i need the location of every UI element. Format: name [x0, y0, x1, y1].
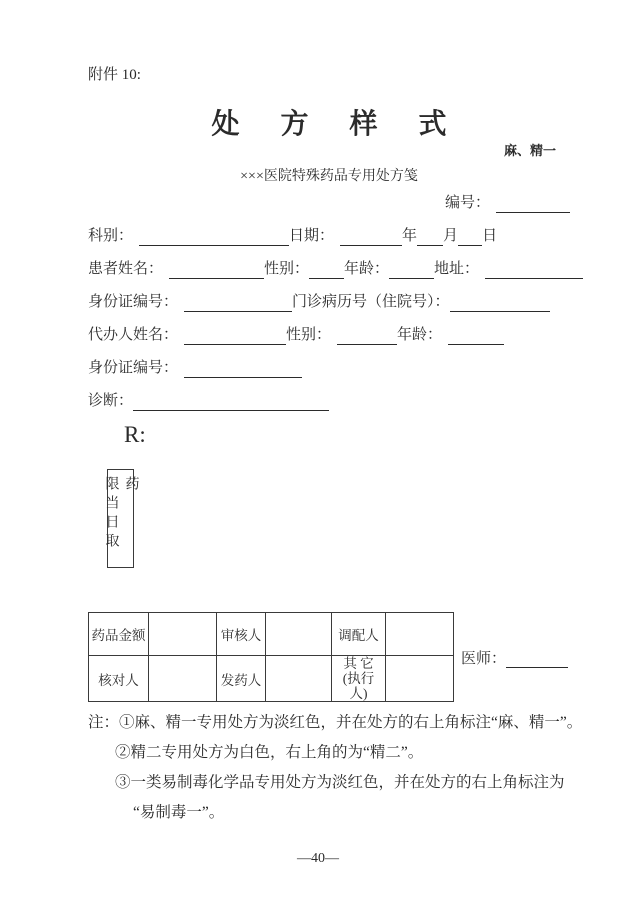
agent-gender-blank — [337, 329, 397, 345]
dispenser-value-cell — [386, 613, 454, 656]
note-line-1: 注：①麻、精一专用处方为淡红色，并在处方的右上角标注“麻、精一”。 — [88, 714, 583, 731]
patient-age-label: 年龄： — [344, 261, 390, 277]
department-date-line — [88, 227, 570, 246]
other-executor-label-cell — [332, 656, 386, 702]
issuer-label-cell: 发药人 — [217, 656, 266, 702]
checker-value-cell — [149, 656, 217, 702]
agent-id-label: 身份证编号： — [88, 360, 179, 376]
number-blank — [496, 197, 570, 213]
patient-age-blank — [389, 263, 434, 279]
number-line — [88, 194, 570, 213]
amount-label-cell: 药品金额 — [89, 613, 149, 656]
month-suffix: 月 — [443, 228, 459, 244]
address-label: 地址： — [434, 261, 480, 277]
agent-gender-label: 性别： — [286, 327, 332, 343]
reviewer-value-cell — [266, 613, 332, 656]
agent-name-blank — [184, 329, 286, 345]
date-label: 日期： — [289, 228, 335, 244]
outpatient-blank — [450, 296, 550, 312]
number-label: 编号： — [444, 195, 490, 211]
note-line-2: ②精二专用处方为白色，右上角的为“精二”。 — [115, 744, 424, 761]
notes-section — [88, 713, 583, 823]
patient-id-label: 身份证编号： — [88, 294, 179, 310]
patient-name-label: 患者姓名： — [88, 261, 164, 277]
page-title: 处 方 样 式 — [211, 109, 464, 140]
patient-info-line — [88, 260, 570, 279]
amount-value-cell — [149, 613, 217, 656]
same-day-dispense-box: 限当日取药 — [107, 469, 134, 568]
other-value-cell — [386, 656, 454, 702]
prescription-type-tag: 麻、精一 — [503, 143, 556, 158]
patient-id-blank — [184, 296, 292, 312]
agent-info-line — [88, 326, 570, 345]
physician-label: 医师： — [461, 650, 507, 667]
agent-id-line — [88, 359, 570, 378]
note-line-3: ③一类易制毒化学品专用处方为淡红色，并在处方的右上角标注为 — [115, 774, 565, 791]
department-blank — [139, 230, 289, 246]
physician-line — [461, 647, 568, 668]
table-row — [89, 656, 454, 702]
patient-name-blank — [169, 263, 264, 279]
checker-label-cell: 核对人 — [89, 656, 149, 702]
year-suffix: 年 — [402, 228, 418, 244]
executor-label: (执行人) — [342, 671, 375, 701]
date-day-blank — [458, 230, 482, 246]
note-line-4: “易制毒一”。 — [133, 804, 225, 821]
attachment-label: 附件 10: — [88, 67, 141, 83]
hospital-subtitle: ×××医院特殊药品专用处方笺 — [240, 169, 418, 184]
dispenser-label-cell: 调配人 — [332, 613, 386, 656]
diagnosis-line — [88, 392, 570, 411]
other-label: 其 它 — [343, 656, 374, 671]
date-year-blank — [340, 230, 402, 246]
issuer-value-cell — [266, 656, 332, 702]
date-month-blank — [417, 230, 443, 246]
diagnosis-label: 诊断： — [88, 393, 134, 409]
physician-blank — [506, 652, 568, 668]
page-number: —40— — [297, 851, 339, 866]
agent-name-label: 代办人姓名： — [88, 327, 179, 343]
agent-age-label: 年龄： — [397, 327, 443, 343]
department-label: 科别： — [88, 228, 134, 244]
address-blank — [485, 263, 583, 279]
outpatient-label: 门诊病历号（住院号）： — [292, 294, 450, 310]
reviewer-label-cell: 审核人 — [217, 613, 266, 656]
patient-gender-blank — [309, 263, 344, 279]
patient-gender-label: 性别： — [264, 261, 310, 277]
day-suffix: 日 — [482, 228, 498, 244]
table-row — [89, 613, 454, 656]
patient-id-line — [88, 293, 570, 312]
signoff-section — [88, 612, 570, 702]
agent-age-blank — [448, 329, 504, 345]
agent-id-blank — [184, 362, 302, 378]
signoff-table — [88, 612, 454, 702]
rx-symbol: R: — [124, 422, 146, 447]
diagnosis-blank — [133, 395, 329, 411]
